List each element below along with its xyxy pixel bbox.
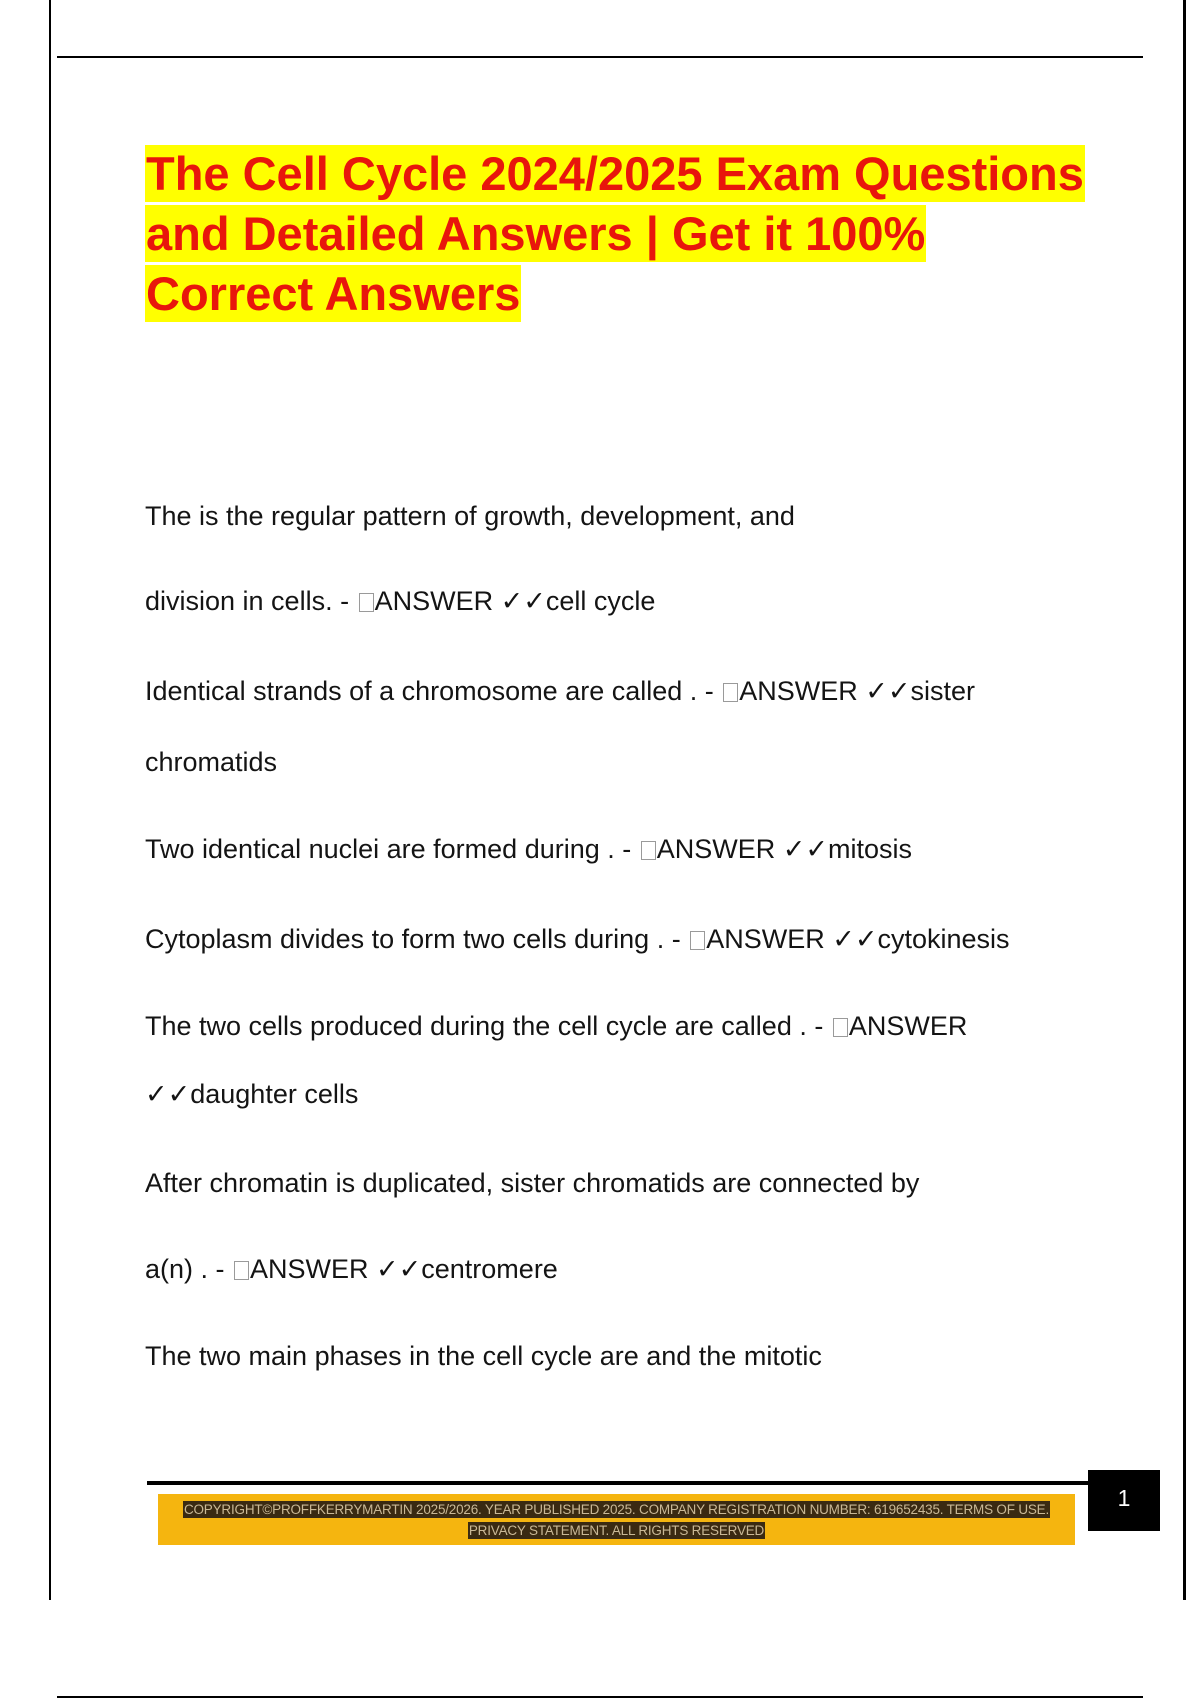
checkbox-glyph-icon <box>690 931 705 950</box>
question-text: a(n) . - <box>145 1254 233 1284</box>
qa-line-10 <box>145 1252 558 1286</box>
answer-text: ANSWER ✓✓mitosis <box>656 834 913 864</box>
document-title <box>145 144 1085 324</box>
answer-text: ANSWER ✓✓centromere <box>250 1254 558 1284</box>
answer-continuation-text: chromatids <box>145 747 278 777</box>
qa-line-6 <box>145 922 1010 956</box>
qa-line-8 <box>145 1077 358 1111</box>
qa-line-3 <box>145 674 975 708</box>
checkbox-glyph-icon <box>234 1261 249 1280</box>
checkbox-glyph-icon <box>833 1018 848 1037</box>
qa-line-1 <box>145 499 795 533</box>
document-title-text: The Cell Cycle 2024/2025 Exam Questions and Detailed Answers | Get it 100% Correct Answers <box>146 147 1084 320</box>
question-text: division in cells. - <box>145 586 357 616</box>
answer-text: ANSWER <box>848 1011 968 1041</box>
copyright-footer <box>165 1499 1068 1541</box>
answer-text: ANSWER ✓✓cell cycle <box>374 586 656 616</box>
copyright-line-2: PRIVACY STATEMENT. ALL RIGHTS RESERVED <box>468 1523 765 1538</box>
page-border-left <box>49 0 51 1600</box>
qa-line-11 <box>145 1339 822 1373</box>
page-number: 1 <box>1088 1470 1160 1531</box>
checkbox-glyph-icon <box>723 683 738 702</box>
footer-rule <box>147 1481 1089 1485</box>
page-border-right <box>1183 0 1186 1600</box>
qa-line-4 <box>145 745 277 779</box>
next-page-rule <box>57 1696 1143 1698</box>
answer-continuation-text: ✓✓daughter cells <box>145 1079 359 1109</box>
copyright-line-1: COPYRIGHT©PROFFKERRYMARTIN 2025/2026. YEAR PUBLISHED 2025. COMPANY REGISTRATION NUMBER: 619652435. TERMS OF USE. <box>183 1502 1050 1517</box>
checkbox-glyph-icon <box>641 841 656 860</box>
question-text: The is the regular pattern of growth, development, and <box>145 501 795 531</box>
header-rule <box>57 56 1143 58</box>
qa-line-7 <box>145 1009 967 1043</box>
qa-line-9 <box>145 1166 919 1200</box>
question-text: Two identical nuclei are formed during . - <box>145 834 639 864</box>
answer-text: ANSWER ✓✓cytokinesis <box>706 924 1010 954</box>
qa-line-2 <box>145 584 655 618</box>
question-text: Identical strands of a chromosome are called . - <box>145 676 722 706</box>
qa-line-5 <box>145 832 912 866</box>
question-text: The two cells produced during the cell cycle are called . - <box>145 1011 831 1041</box>
checkbox-glyph-icon <box>359 593 374 612</box>
question-text: Cytoplasm divides to form two cells during . - <box>145 924 689 954</box>
answer-text: ANSWER ✓✓sister <box>739 676 976 706</box>
question-text: After chromatin is duplicated, sister chromatids are connected by <box>145 1168 920 1198</box>
question-text: The two main phases in the cell cycle are and the mitotic <box>145 1341 822 1371</box>
